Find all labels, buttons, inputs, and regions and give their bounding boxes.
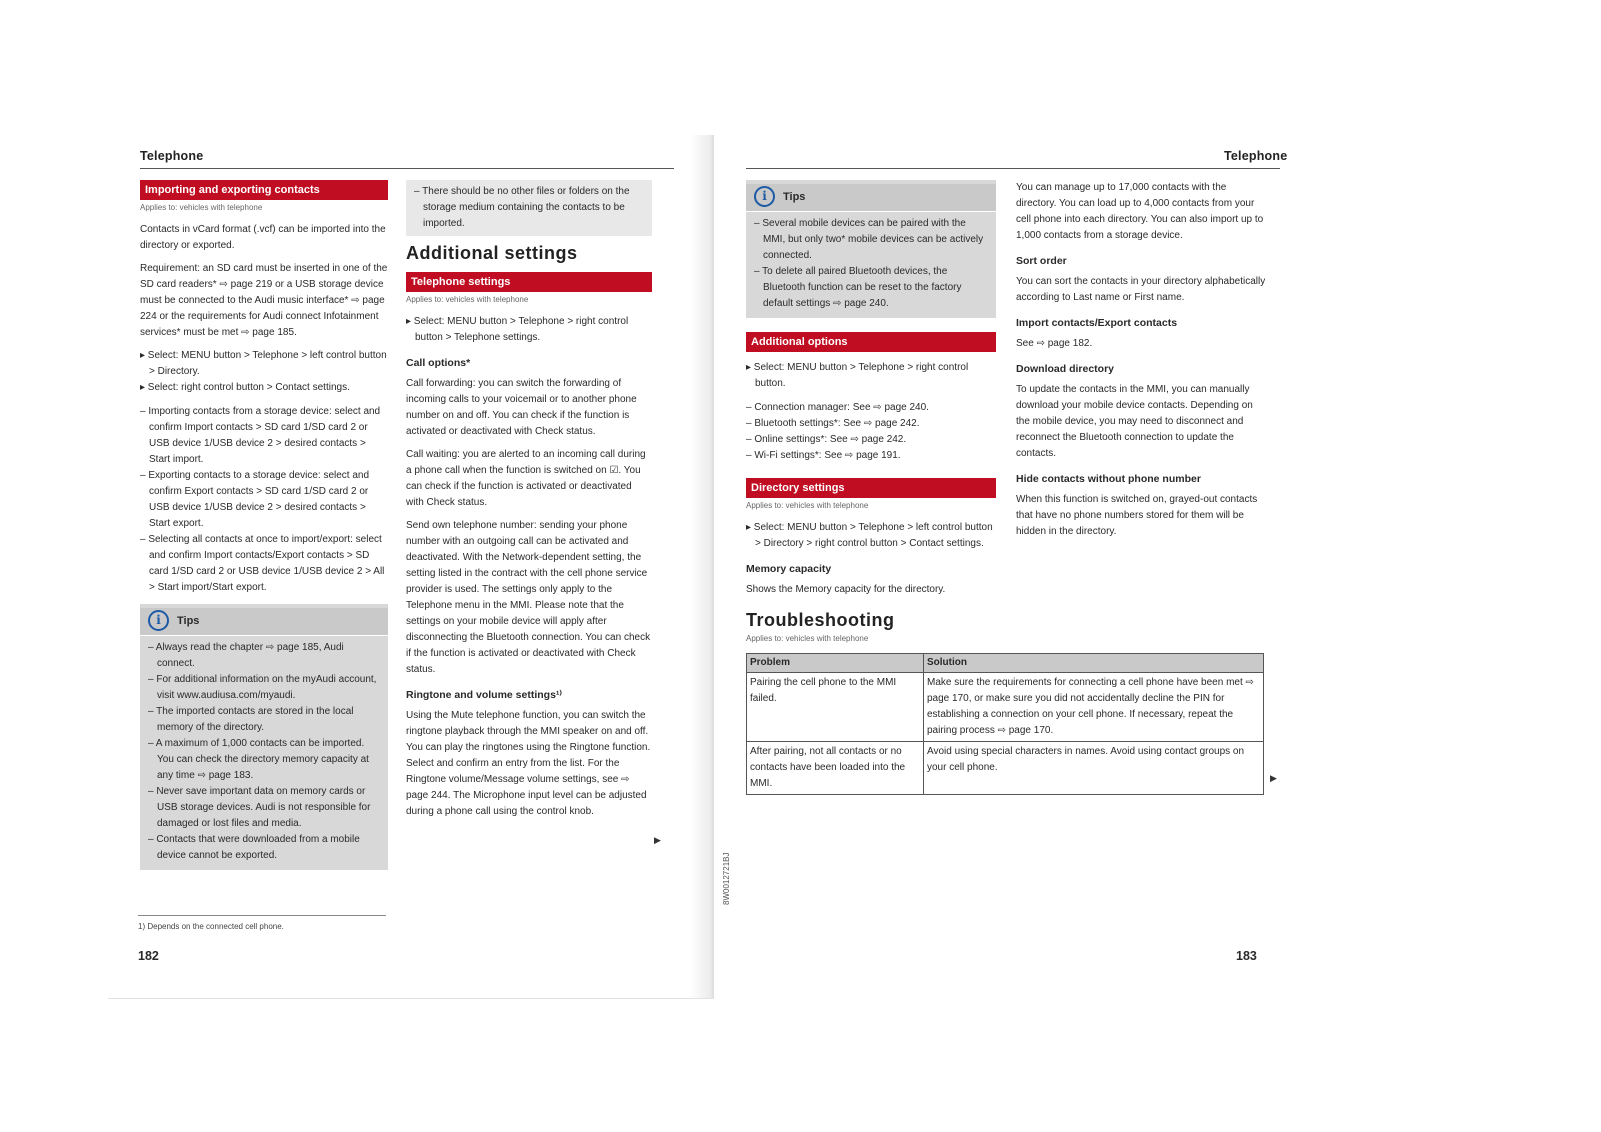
tip-item: – For additional information on the myAudi account, visit www.audiusa.com/myaudi. — [148, 674, 377, 701]
tips-box — [140, 604, 388, 870]
info-icon: i — [148, 610, 169, 631]
left-header-rule — [140, 168, 674, 169]
continue-arrow-icon: ▶ — [1270, 773, 1277, 783]
heading-sort-order: Sort order — [1016, 255, 1067, 267]
instruction-bullet: ▸ Select: MENU button > Telephone > right control button. — [746, 362, 969, 389]
heading-memory-capacity: Memory capacity — [746, 563, 832, 575]
table-cell: Avoid using special characters in names. Avoid using contact groups on your cell phone. — [924, 742, 1264, 795]
table-cell: Make sure the requirements for connecting a cell phone have been met ⇨ page 170, or make sure you did not accidentally decline the PIN for establishing a connection on your cell phone. If necessary, repeat the pairing process ⇨ page 170. — [924, 673, 1264, 742]
paragraph-call-forwarding: Call forwarding: you can switch the forwarding of incoming calls to your voicemail or to another phone number on and off. You can check if the function is activated or deactivated with Check status. — [406, 378, 637, 437]
paragraph-manage: You can manage up to 17,000 contacts with the directory. You can load up to 4,000 contacts from your cell phone into each directory. You can also import up to 1,000 contacts from a storage device. — [1016, 182, 1264, 241]
grey-note-box — [406, 180, 652, 236]
right-page — [714, 135, 1324, 999]
tip-item: – A maximum of 1,000 contacts can be imported. You can check the directory memory capacity at any time ⇨ page 183. — [148, 738, 369, 781]
paragraph: Contacts in vCard format (.vcf) can be imported into the directory or exported. — [140, 224, 386, 251]
table-row — [747, 742, 1264, 795]
tips-header — [140, 608, 388, 636]
option-item: – Connection manager: See ⇨ page 240. — [746, 402, 929, 413]
tip-item: – Always read the chapter ⇨ page 185, Audi connect. — [148, 642, 344, 669]
heading-troubleshooting: Troubleshooting — [746, 610, 895, 630]
footnote: 1) Depends on the connected cell phone. — [138, 922, 284, 931]
option-item: – Online settings*: See ⇨ page 242. — [746, 434, 907, 445]
section-title-import-export: Importing and exporting contacts — [140, 180, 388, 200]
paragraph-sort: You can sort the contacts in your directory alphabetically according to Last name or First name. — [1016, 276, 1266, 303]
tip-item: – To delete all paired Bluetooth devices, the Bluetooth function can be reset to the factory default settings ⇨ page 240. — [754, 266, 962, 309]
left-column-1 — [140, 180, 388, 870]
section-title-additional-options: Additional options — [746, 332, 996, 352]
option-item: – Bluetooth settings*: See ⇨ page 242. — [746, 418, 920, 429]
tip-item: – The imported contacts are stored in the local memory of the directory. — [148, 706, 354, 733]
tip-item: – Contacts that were downloaded from a mobile device cannot be exported. — [148, 834, 360, 861]
page-number-right: 183 — [1236, 949, 1257, 963]
tips-header — [746, 184, 996, 212]
applies-note: Applies to: vehicles with telephone — [746, 634, 869, 643]
tips-title: Tips — [783, 190, 806, 203]
left-header-title: Telephone — [140, 149, 204, 163]
instruction-bullet: ▸ Select: right control button > Contact settings. — [140, 382, 350, 393]
tips-box — [746, 180, 996, 318]
page-number-left: 182 — [138, 949, 159, 963]
section-title-telephone-settings: Telephone settings — [406, 272, 652, 292]
list-item: – Exporting contacts to a storage device: select and confirm Export contacts > SD card 1/SD card 2 or USB device 1/USB device 2 > desired contacts > Start export. — [140, 470, 370, 529]
left-column-2 — [406, 180, 652, 827]
paragraph-download: To update the contacts in the MMI, you can manually download your mobile device contacts. Depending on the mobile device, you may need to disconnect and reconnect the Bluetooth connection to update the contacts. — [1016, 384, 1253, 459]
section-title-directory-settings: Directory settings — [746, 478, 996, 498]
tips-title: Tips — [177, 614, 200, 627]
heading-additional-settings: Additional settings — [406, 243, 578, 263]
right-column-1 — [746, 180, 996, 605]
footnote-rule — [138, 915, 386, 916]
instruction-bullet: ▸ Select: MENU button > Telephone > right control button > Telephone settings. — [406, 316, 629, 343]
table-cell: After pairing, not all contacts or no contacts have been loaded into the MMI. — [747, 742, 924, 795]
tip-item: – Never save important data on memory cards or USB storage devices. Audi is not responsible for damaged or lost files and media. — [148, 786, 371, 829]
heading-ringtone: Ringtone and volume settings¹⁾ — [406, 689, 563, 701]
paragraph-ringtone: Using the Mute telephone function, you can switch the ringtone playback through the MMI speaker on and off. You can play the ringtones using the Ringtone function. Select and confirm an entry from the list. For the Ringtone volume/Message volume settings, see ⇨ page 244. The Microphone input level can be adjusted during a phone call using the control knob. — [406, 710, 651, 817]
option-item: – Wi-Fi settings*: See ⇨ page 191. — [746, 450, 901, 461]
tip-item: – Several mobile devices can be paired with the MMI, but only two* mobile devices can be actively connected. — [754, 218, 984, 261]
list-item: – Importing contacts from a storage device: select and confirm Import contacts > SD card 1/SD card 2 or USB device 1/USB device 2 > desired contacts > Start import. — [140, 406, 381, 465]
paragraph-import: See ⇨ page 182. — [1016, 338, 1093, 349]
paragraph-memory: Shows the Memory capacity for the directory. — [746, 584, 946, 595]
table-cell: Pairing the cell phone to the MMI failed. — [747, 673, 924, 742]
paragraph-send-number: Send own telephone number: sending your phone number with an outgoing call can be activated and deactivated. With the Network-dependent setting, the setting listed in the contract with the cell phone service provider is used. The settings only apply to the Telephone menu in the MMI. Please note that the settings on your mobile device will apply after disconnecting the Bluetooth connection. You can check if the function is activated or deactivated with Check status. — [406, 520, 651, 675]
right-header-rule — [746, 168, 1280, 169]
paragraph-call-waiting: Call waiting: you are alerted to an incoming call during a phone call when the function is switched on ☑. You can check if the function is activated or deactivated with Check status. — [406, 449, 646, 508]
right-column-2 — [1016, 180, 1266, 547]
list-item: – Selecting all contacts at once to import/export: select and confirm Import contacts/Export contacts > SD card 1/SD card 2 or USB device 1/USB device 2 > All > Start import/Start export. — [140, 534, 385, 593]
info-icon: i — [754, 186, 775, 207]
table-row — [747, 673, 1264, 742]
right-header-title: Telephone — [1224, 149, 1288, 163]
applies-note: Applies to: vehicles with telephone — [140, 203, 263, 212]
paragraph-hide: When this function is switched on, grayed-out contacts that have no phone numbers stored for them will be hidden in the directory. — [1016, 494, 1258, 537]
heading-import-export: Import contacts/Export contacts — [1016, 317, 1178, 329]
left-page — [108, 135, 708, 999]
grey-note: – There should be no other files or folders on the storage medium containing the contacts to be imported. — [414, 186, 630, 229]
heading-download-directory: Download directory — [1016, 363, 1115, 375]
table-header: Problem — [747, 654, 924, 673]
instruction-bullet: ▸ Select: MENU button > Telephone > left control button > Directory. — [140, 350, 387, 377]
heading-call-options: Call options* — [406, 357, 471, 369]
table-header: Solution — [924, 654, 1264, 673]
paragraph: Requirement: an SD card must be inserted in one of the SD card readers* ⇨ page 219 or a USB storage device must be connected to the Audi music interface* ⇨ page 224 or the requirements for Audi connect Infotainment services* must be met ⇨ page 185. — [140, 263, 388, 338]
document-code: 8W0012721BJ — [722, 852, 731, 905]
troubleshooting-table — [746, 653, 1264, 795]
continue-arrow-icon: ▶ — [654, 835, 661, 845]
instruction-bullet: ▸ Select: MENU button > Telephone > left control button > Directory > right control button > Contact settings. — [746, 522, 993, 549]
troubleshooting-section — [746, 609, 1266, 795]
applies-note: Applies to: vehicles with telephone — [406, 295, 529, 304]
heading-hide-contacts: Hide contacts without phone number — [1016, 473, 1201, 485]
applies-note: Applies to: vehicles with telephone — [746, 501, 869, 510]
